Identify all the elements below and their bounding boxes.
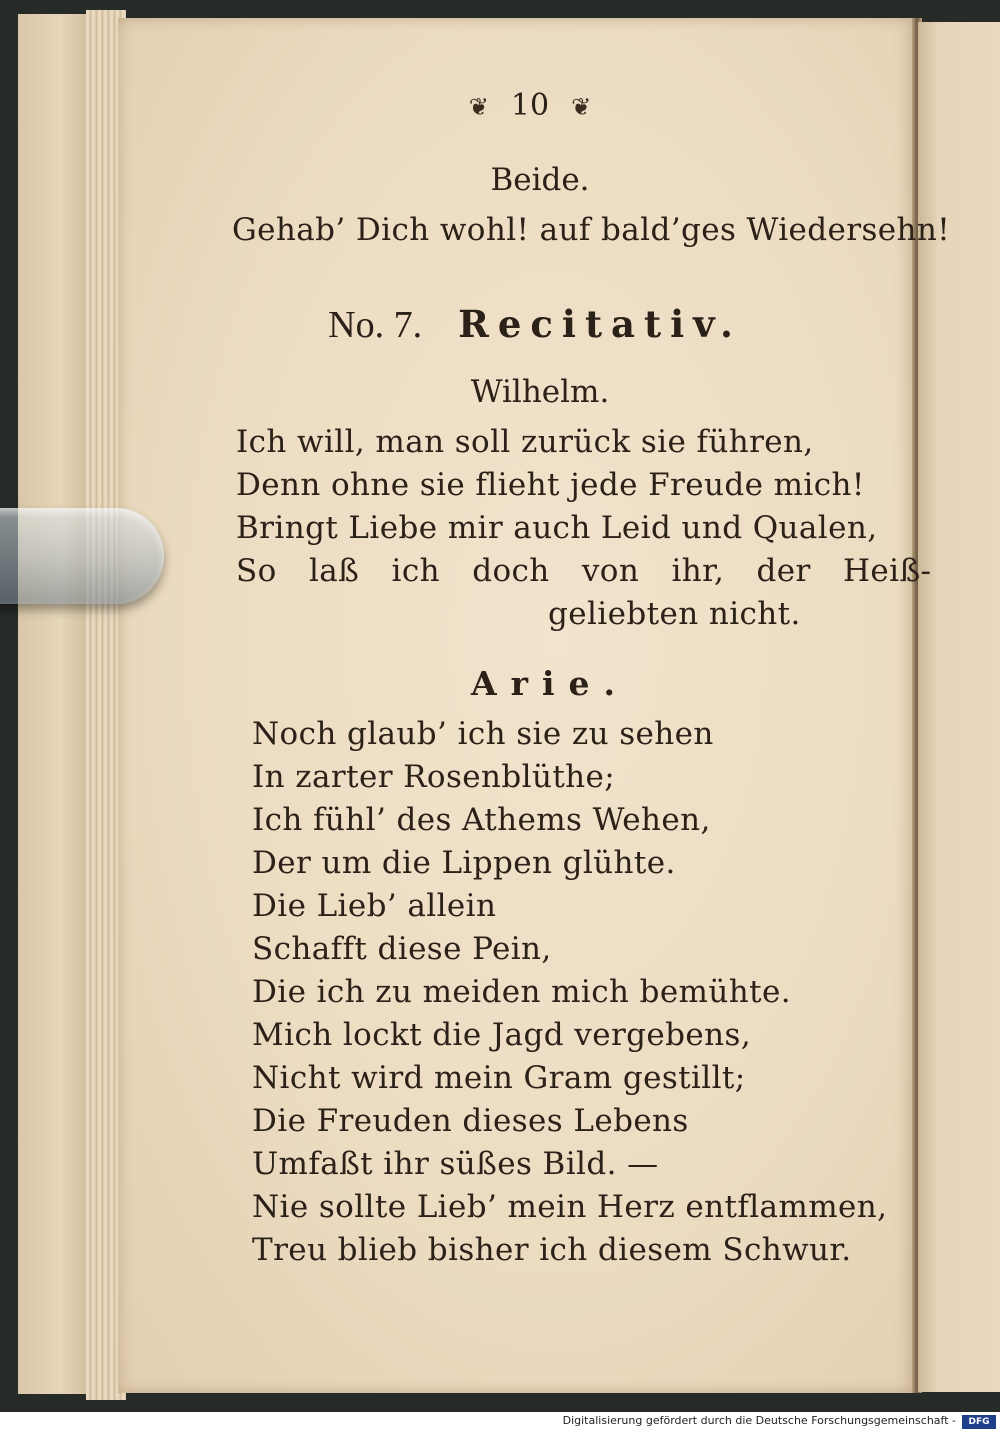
ornament-left-icon: ❦ [468,93,489,121]
arie-line: Noch glaub’ ich sie zu sehen [252,716,714,752]
arie-line: Umfaßt ihr süßes Bild. — [252,1146,659,1182]
recitativ-line: So laß ich doch von ihr, der Heiß- [236,553,932,589]
footer-bar [0,1412,1000,1432]
arie-line: Nie sollte Lieb’ mein Herz entflammen, [252,1189,888,1225]
arie-line: Ich fühl’ des Athems Wehen, [252,802,711,838]
arie-line: Nicht wird mein Gram gestillt; [252,1060,746,1096]
page-weight [0,508,164,604]
recitativ-line: Bringt Liebe mir auch Leid und Qualen, [236,510,878,546]
ornament-right-icon: ❦ [571,93,592,121]
arie-line: In zarter Rosenblüthe; [252,759,616,795]
page-number-value: 10 [510,88,550,123]
recitativ-line: geliebten nicht. [548,596,801,632]
recitativ-line: Ich will, man soll zurück sie führen, [236,424,814,460]
arie-line: Schafft diese Pein, [252,931,552,967]
page-number [420,88,640,123]
arie-line: Die ich zu meiden mich bemühte. [252,974,791,1010]
arie-line: Der um die Lippen glühte. [252,845,676,881]
verse-line-beide: Gehab’ Dich wohl! auf bald’ges Wiedersehn! [232,212,951,248]
dfg-logo: DFG [962,1415,996,1429]
recitativ-line: Denn ohne sie flieht jede Freude mich! [236,467,865,503]
arie-line: Die Lieb’ allein [252,888,497,924]
arie-line: Die Freuden dieses Lebens [252,1103,689,1139]
section-number: No. 7. [328,304,423,346]
arie-line: Treu blieb bisher ich diesem Schwur. [252,1232,852,1268]
arie-line: Mich lockt die Jagd vergebens, [252,1017,752,1053]
speaker-beide: Beide. [490,162,590,198]
section-title: Recitativ. [458,302,742,346]
book-cover-edge [18,14,88,1394]
speaker-wilhelm: Wilhelm. [470,374,610,410]
section-heading-recitativ [300,302,770,347]
section-title-arie: Arie. [470,664,629,703]
footer-credit: Digitalisierung gefördert durch die Deutsche Forschungsgemeinschaft - [562,1414,956,1427]
